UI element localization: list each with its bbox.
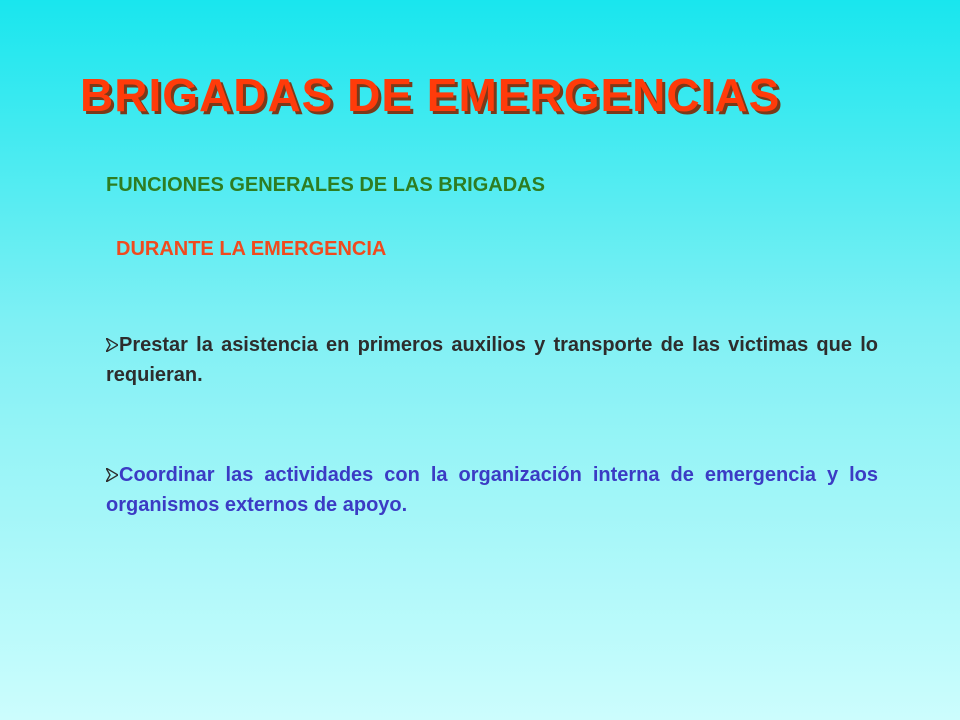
bullet-item <box>106 460 878 520</box>
bullet-text: Coordinar las actividades con la organización interna de emergencia y los organismos externos de apoyo. <box>106 464 878 516</box>
slide-title: BRIGADAS DE EMERGENCIAS <box>80 69 781 121</box>
slide-subtitle: FUNCIONES GENERALES DE LAS BRIGADAS <box>106 174 545 196</box>
section-heading: DURANTE LA EMERGENCIA <box>116 238 387 260</box>
arrowhead-bullet-icon <box>106 468 118 482</box>
bullet-item <box>106 330 878 390</box>
arrowhead-bullet-icon <box>106 338 118 352</box>
bullet-text: Prestar la asistencia en primeros auxilios y transporte de las victimas que lo requieran. <box>106 334 878 386</box>
